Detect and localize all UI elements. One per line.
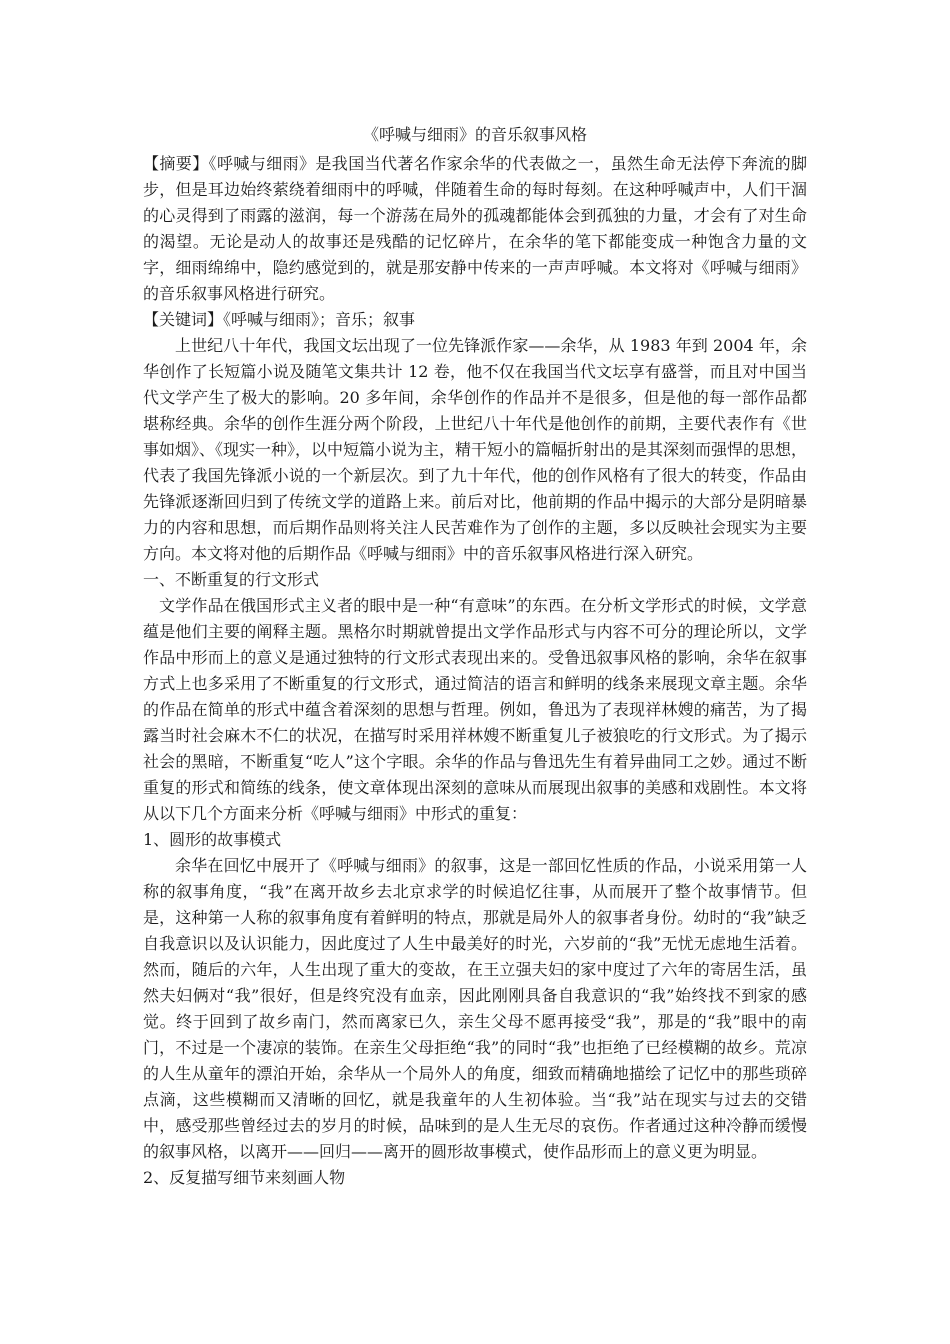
section-heading-1: 一、不断重复的行文形式 <box>143 570 320 589</box>
keywords-paragraph: 【关键词】《呼喊与细雨》；音乐；叙事 <box>143 310 416 329</box>
subsection-heading-1: 1、圆形的故事模式 <box>143 830 282 849</box>
subsection-1-paragraph: 余华在回忆中展开了《呼喊与细雨》的叙事，这是一部回忆性质的作品，小说采用第一人称的叙事角度，“我”在离开故乡去北京求学的时候追忆往事，从而展开了整个故事情节。但是，这种第一人称的叙事角度有着鲜明的特点，那就是局外人的叙事者身份。幼时的“我”缺乏自我意识以及认识能力，因此度过了人生中最美好的时光，六岁前的“我”无忧无虑地生活着。然而，随后的六年，人生出现了重大的变故，在王立强夫妇的家中度过了六年的寄居生活，虽然夫妇俩对“我”很好，但是终究没有血亲，因此刚刚具备自我意识的“我”始终找不到家的感觉。终于回到了故乡南门，然而离家已久，亲生父母不愿再接受“我”，那是的“我”眼中的南门，不过是一个凄凉的装饰。在亲生父母拒绝“我”的同时“我”也拒绝了已经模糊的故乡。荒凉的人生从童年的漂泊开始，余华从一个局外人的角度，细致而精确地描绘了记忆中的那些琐碎点滴，这些模糊而又清晰的回忆，就是我童年的人生初体验。当“我”站在现实与过去的交错中，感受那些曾经过去的岁月的时候，品味到的是人生无尽的哀伤。作者通过这种冷静而缓慢的叙事风格，以离开——回归——离开的圆形故事模式，使作品形而上的意义更为明显。 <box>143 856 807 1161</box>
intro-paragraph: 上世纪八十年代，我国文坛出现了一位先锋派作家——余华，从 1983 年到 2004 年，余华创作了长短篇小说及随笔文集共计 12 卷，他不仅在我国当代文坛享有盛誉，而且对中国当代文学产生了极大的影响。20 多年间，余华创作的作品并不是很多，但是他的每一部作品都堪称经典。余华的创作生涯分两个阶段，上世纪八十年代是他创作的前期，主要代表作有《世事如烟》、《现实一种》，以中短篇小说为主，精干短小的篇幅折射出的是其深刻而强悍的思想，代表了我国先锋派小说的一个新层次。到了九十年代，他的创作风格有了很大的转变，作品由先锋派逐渐回归到了传统文学的道路上来。前后对比，他前期的作品中揭示的大部分是阴暗暴力的内容和思想，而后期作品则将关注人民苦难作为了创作的主题，多以反映社会现实为主要方向。本文将对他的后期作品《呼喊与细雨》中的音乐叙事风格进行深入研究。 <box>143 336 808 563</box>
document-title: 《呼喊与细雨》的音乐叙事风格 <box>362 125 587 144</box>
subsection-heading-2: 2、反复描写细节来刻画人物 <box>143 1168 346 1187</box>
section-1-paragraph: 文学作品在俄国形式主义者的眼中是一种“有意味”的东西。在分析文学形式的时候，文学意蕴是他们主要的阐释主题。黑格尔时期就曾提出文学作品形式与内容不可分的理论所以，文学作品中形而上的意义是通过独特的行文形式表现出来的。受鲁迅叙事风格的影响，余华在叙事方式上也多采用了不断重复的行文形式，通过简洁的语言和鲜明的线条来展现文章主题。余华的作品在简单的形式中蕴含着深刻的思想与哲理。例如，鲁迅为了表现祥林嫂的痛苦，为了揭露当时社会麻木不仁的状况，在描写时采用祥林嫂不断重复儿子被狼吃的行文形式。为了揭示社会的黑暗，不断重复“吃人”这个字眼。余华的作品与鲁迅先生有着异曲同工之妙。通过不断重复的形式和简练的线条，使文章体现出深刻的意味从而展现出叙事的美感和戏剧性。本文将从以下几个方面来分析《呼喊与细雨》中形式的重复： <box>143 596 807 823</box>
document-page <box>143 122 807 1191</box>
abstract-paragraph: 【摘要】《呼喊与细雨》是我国当代著名作家余华的代表做之一，虽然生命无法停下奔流的脚步，但是耳边始终萦绕着细雨中的呼喊，伴随着生命的每时每刻。在这种呼喊声中，人们干涸的心灵得到了雨露的滋润，每一个游荡在局外的孤魂都能体会到孤独的力量，才会有了对生命的渴望。无论是动人的故事还是残酷的记忆碎片，在余华的笔下都能变成一种饱含力量的文字，细雨绵绵中，隐约感觉到的，就是那安静中传来的一声声呼喊。本文将对《呼喊与细雨》的音乐叙事风格进行研究。 <box>143 154 807 303</box>
